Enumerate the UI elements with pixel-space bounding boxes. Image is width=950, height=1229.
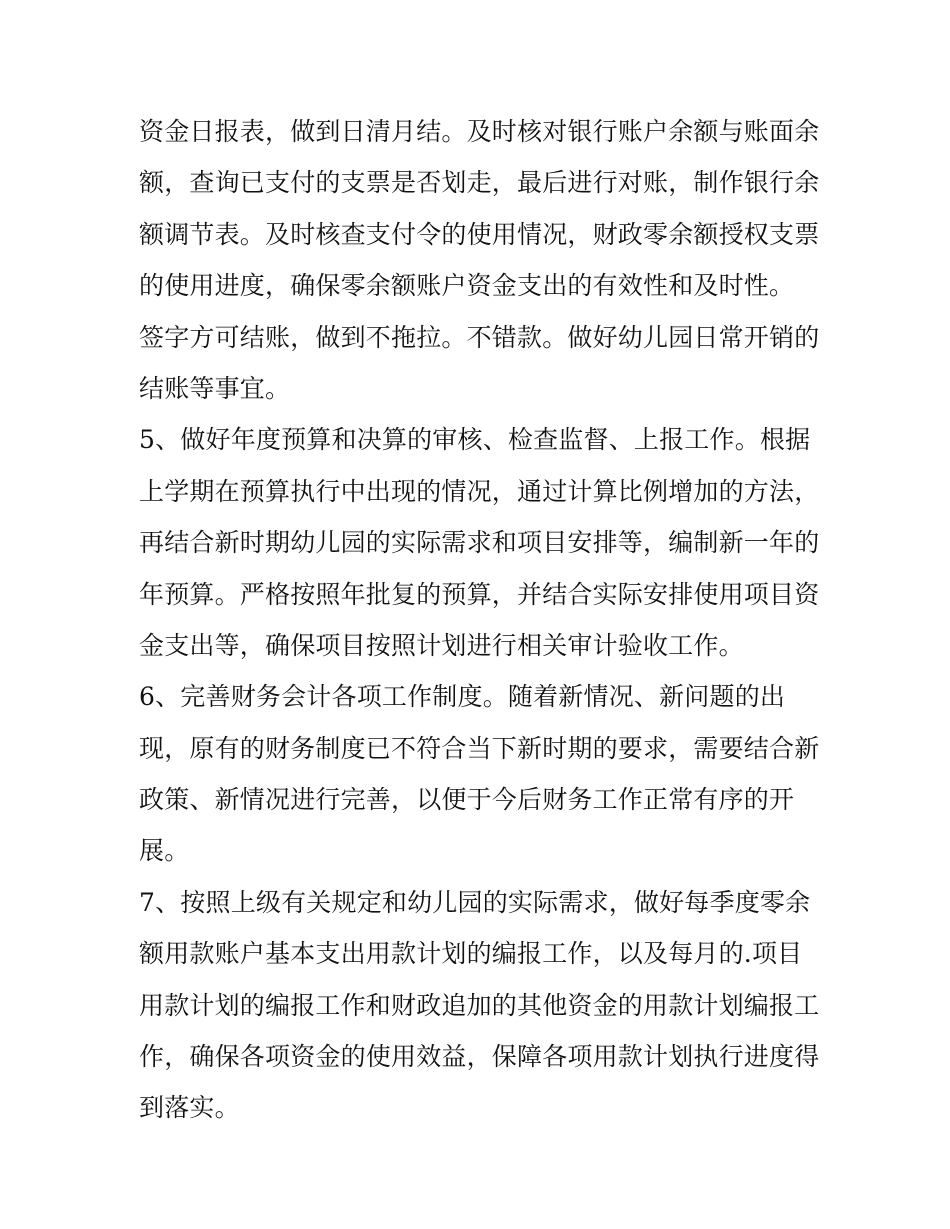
text-line: 年预算。严格按照年批复的预算，并结合实际安排使用项目资	[139, 579, 820, 609]
text-line: 签字方可结账，做到不拖拉。不错款。做好幼儿园日常开销的	[139, 322, 820, 352]
body-text	[139, 106, 819, 1134]
text-line: 用款计划的编报工作和财政追加的其他资金的用款计划编报工	[139, 990, 820, 1020]
text-line: 额用款账户基本支出用款计划的编报工作，以及每月的.项目	[139, 939, 803, 969]
text-line: 额，查询已支付的支票是否划走，最后进行对账，制作银行余	[139, 168, 820, 198]
text-line: 额调节表。及时核查支付令的使用情况，财政零余额授权支票	[139, 219, 820, 249]
text-line: 到落实。	[139, 1093, 240, 1123]
text-line: 作，确保各项资金的使用效益，保障各项用款计划执行进度得	[139, 1042, 820, 1072]
text-line: 现，原有的财务制度已不符合当下新时期的要求，需要结合新	[139, 733, 820, 763]
text-line: 政策、新情况进行完善，以便于今后财务工作正常有序的开	[139, 785, 795, 815]
text-line: 的使用进度，确保零余额账户资金支出的有效性和及时性。	[139, 271, 795, 301]
text-line: 展。	[139, 836, 190, 866]
text-line: 7、按照上级有关规定和幼儿园的实际需求，做好每季度零余	[139, 887, 811, 917]
text-line: 上学期在预算执行中出现的情况，通过计算比例增加的方法，	[139, 476, 820, 506]
text-line: 5、做好年度预算和决算的审核、检查监督、上报工作。根据	[139, 425, 811, 455]
text-line: 结账等事宜。	[139, 373, 291, 403]
text-line: 再结合新时期幼儿园的实际需求和项目安排等，编制新一年的	[139, 528, 820, 558]
text-line: 资金日报表，做到日清月结。及时核对银行账户余额与账面余	[139, 117, 820, 146]
text-line: 6、完善财务会计各项工作制度。随着新情况、新问题的出	[139, 682, 786, 712]
text-line: 金支出等，确保项目按照计划进行相关审计验收工作。	[139, 630, 744, 660]
